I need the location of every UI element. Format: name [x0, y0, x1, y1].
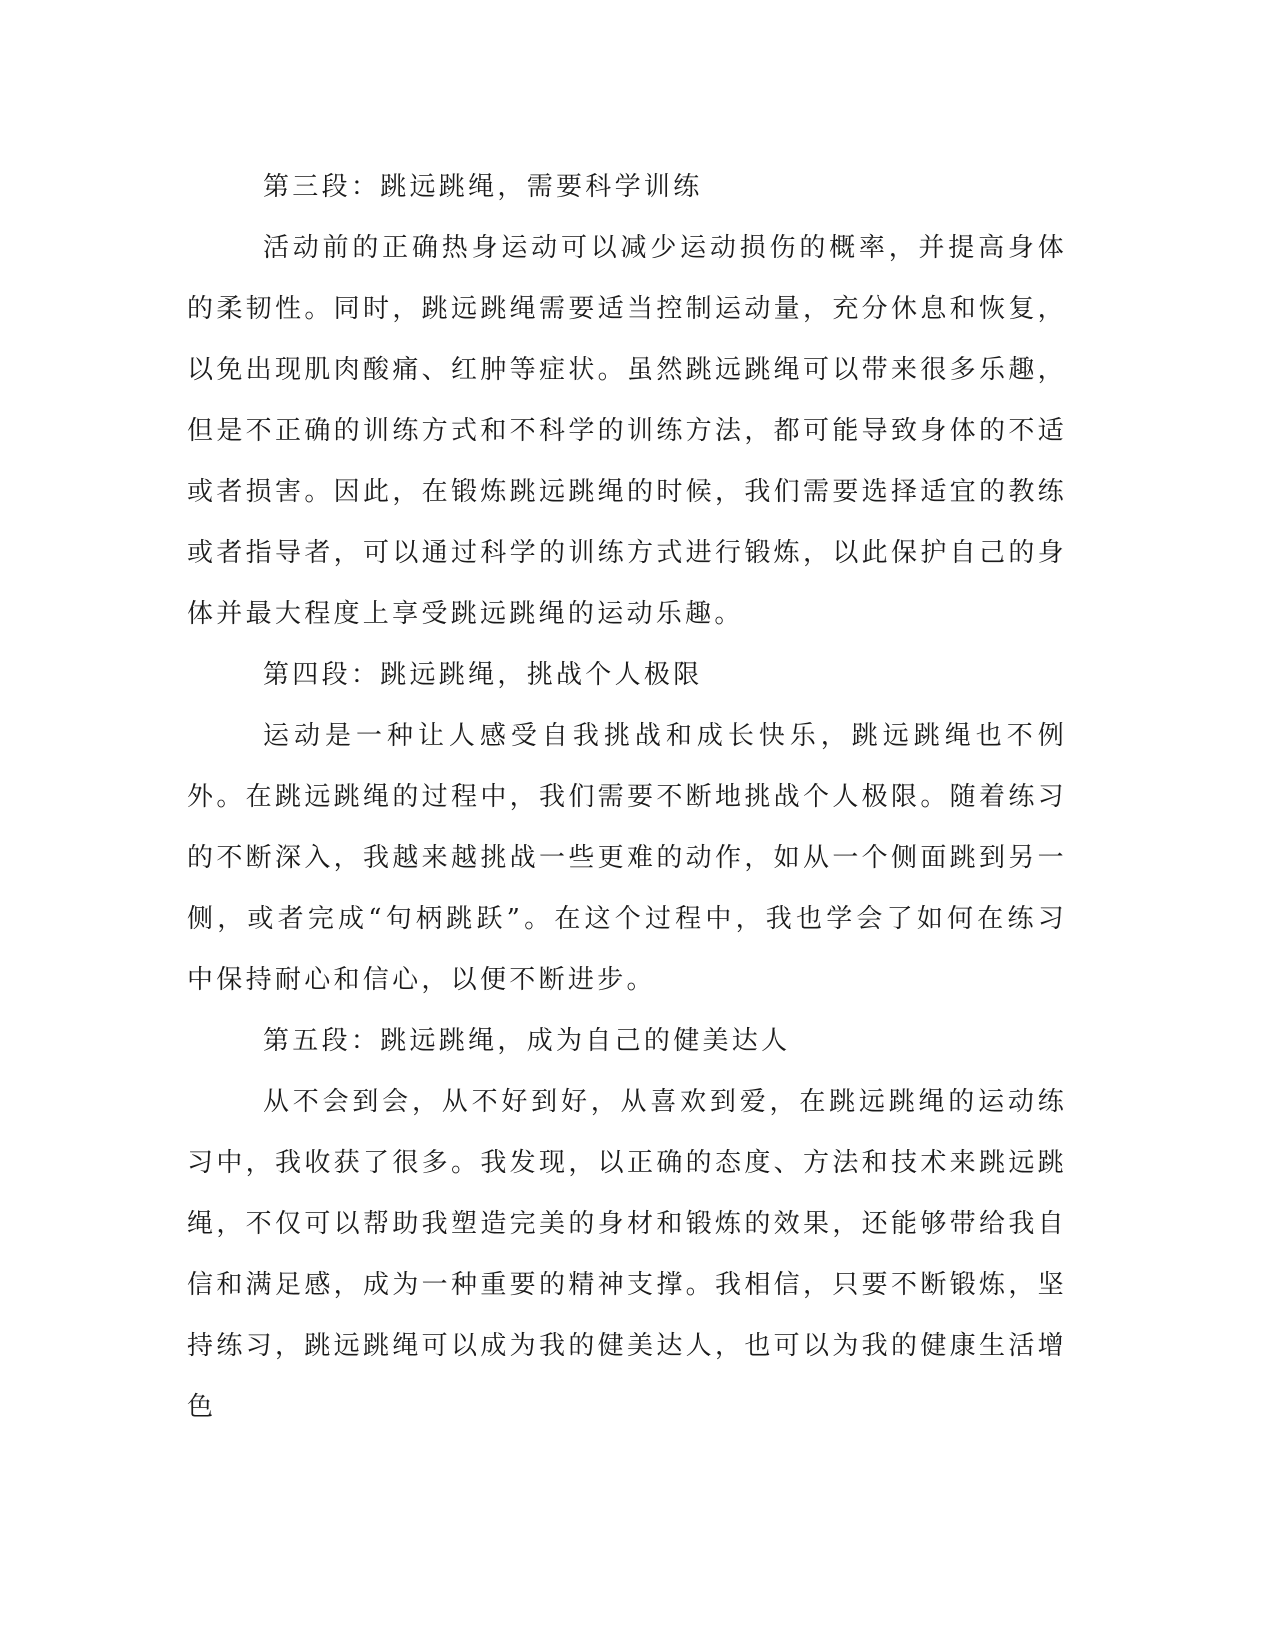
document-body: [187, 157, 1067, 1438]
section-heading-3: 第三段：跳远跳绳，需要科学训练: [263, 172, 703, 202]
section-paragraph-4: 运动是一种让人感受自我挑战和成长快乐，跳远跳绳也不例外。在跳远跳绳的过程中，我们需要不断地挑战个人极限。随着练习的不断深入，我越来越挑战一些更难的动作，如从一个侧面跳到另一侧，或者完成“句柄跳跃”。在这个过程中，我也学会了如何在练习中保持耐心和信心，以便不断进步。: [187, 721, 1067, 995]
section-paragraph-3: 活动前的正确热身运动可以减少运动损伤的概率，并提高身体的柔韧性。同时，跳远跳绳需要适当控制运动量，充分休息和恢复，以免出现肌肉酸痛、红肿等症状。虽然跳远跳绳可以带来很多乐趣，但是不正确的训练方式和不科学的训练方法，都可能导致身体的不适或者损害。因此，在锻炼跳远跳绳的时候，我们需要选择适宜的教练或者指导者，可以通过科学的训练方式进行锻炼，以此保护自己的身体并最大程度上享受跳远跳绳的运动乐趣。: [187, 233, 1067, 629]
section-paragraph-5: 从不会到会，从不好到好，从喜欢到爱，在跳远跳绳的运动练习中，我收获了很多。我发现，以正确的态度、方法和技术来跳远跳绳，不仅可以帮助我塑造完美的身材和锻炼的效果，还能够带给我自信和满足感，成为一种重要的精神支撑。我相信，只要不断锻炼，坚持练习，跳远跳绳可以成为我的健美达人，也可以为我的健康生活增色: [187, 1087, 1067, 1422]
section-heading-5: 第五段：跳远跳绳，成为自己的健美达人: [263, 1026, 791, 1056]
section-heading-4: 第四段：跳远跳绳，挑战个人极限: [263, 660, 703, 690]
